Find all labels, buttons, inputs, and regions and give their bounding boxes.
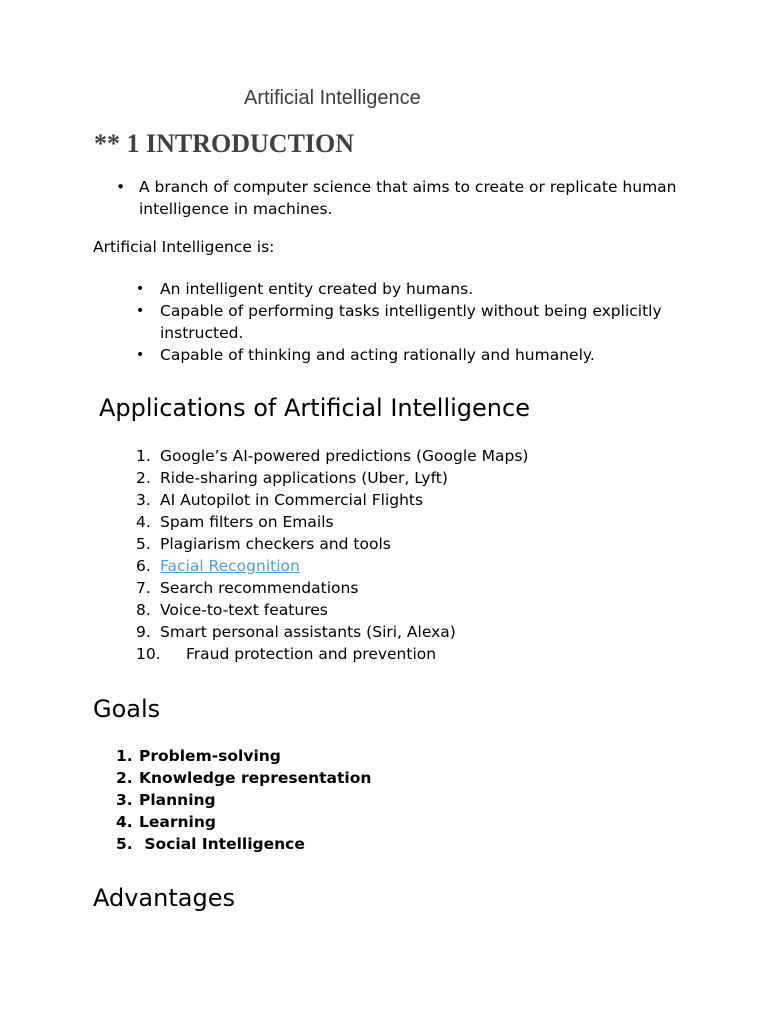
list-item-text: Google’s AI-powered predictions (Google Maps) (160, 447, 529, 465)
list-number: 1. (116, 747, 133, 765)
list-number: 3. (136, 491, 151, 509)
list-item (116, 833, 371, 855)
list-number: 5. (116, 835, 133, 853)
intro-bullet (116, 176, 696, 220)
applications-list (136, 445, 528, 665)
list-number: 8. (136, 601, 151, 619)
list-item (116, 767, 371, 789)
list-item-text: Knowledge representation (139, 769, 372, 787)
list-item (116, 745, 371, 767)
list-item-text: Voice-to-text features (160, 601, 328, 619)
list-item (136, 344, 676, 366)
list-item (136, 278, 676, 300)
list-number: 9. (136, 623, 151, 641)
list-item (136, 511, 528, 533)
list-item (136, 555, 528, 577)
list-item (136, 599, 528, 621)
list-item-text: Social Intelligence (139, 835, 305, 853)
list-number: 2. (136, 469, 151, 487)
bullet-icon: • (136, 347, 145, 363)
list-number: 7. (136, 579, 151, 597)
list-item (136, 621, 528, 643)
intro-bullet-text: A branch of computer science that aims to create or replicate human intelligence in machines. (139, 178, 677, 218)
list-item (116, 811, 371, 833)
definition-lead: Artificial Intelligence is: (93, 238, 275, 256)
bullet-icon: • (136, 303, 145, 319)
list-item (136, 643, 528, 665)
document-title: Artificial Intelligence (244, 87, 421, 109)
list-item (136, 467, 528, 489)
list-item-text: Fraud protection and prevention (186, 645, 437, 663)
list-item-text: Problem-solving (139, 747, 281, 765)
list-item-text: Search recommendations (160, 579, 359, 597)
goals-list (116, 745, 371, 855)
applications-heading: Applications of Artificial Intelligence (99, 394, 530, 422)
list-number: 4. (116, 813, 133, 831)
list-item (136, 300, 676, 344)
list-item-text: Planning (139, 791, 216, 809)
list-item-text: Capable of thinking and acting rationally and humanely. (160, 346, 595, 364)
list-item (136, 533, 528, 555)
list-item-text: AI Autopilot in Commercial Flights (160, 491, 424, 509)
list-item-text: Ride-sharing applications (Uber, Lyft) (160, 469, 448, 487)
definition-list (136, 278, 676, 366)
facial-recognition-link[interactable]: Facial Recognition (160, 557, 300, 575)
list-item (116, 789, 371, 811)
list-item-text: An intelligent entity created by humans. (160, 280, 474, 298)
list-item (136, 577, 528, 599)
list-number: 10. (136, 645, 161, 663)
list-item (136, 489, 528, 511)
list-item-text: Learning (139, 813, 216, 831)
list-number: 3. (116, 791, 133, 809)
list-number: 2. (116, 769, 133, 787)
list-number: 5. (136, 535, 151, 553)
list-item-text: Capable of performing tasks intelligently without being explicitly instructed. (160, 302, 662, 342)
bullet-icon: • (116, 178, 126, 196)
advantages-heading: Advantages (93, 884, 235, 912)
list-number: 4. (136, 513, 151, 531)
goals-heading: Goals (93, 695, 161, 723)
list-item-text: Smart personal assistants (Siri, Alexa) (160, 623, 456, 641)
bullet-icon: • (136, 281, 145, 297)
intro-heading: ** 1 INTRODUCTION (94, 129, 355, 158)
list-number: 6. (136, 557, 151, 575)
list-number: 1. (136, 447, 151, 465)
list-item (136, 445, 528, 467)
list-item-text: Plagiarism checkers and tools (160, 535, 391, 553)
list-item-text: Spam filters on Emails (160, 513, 334, 531)
